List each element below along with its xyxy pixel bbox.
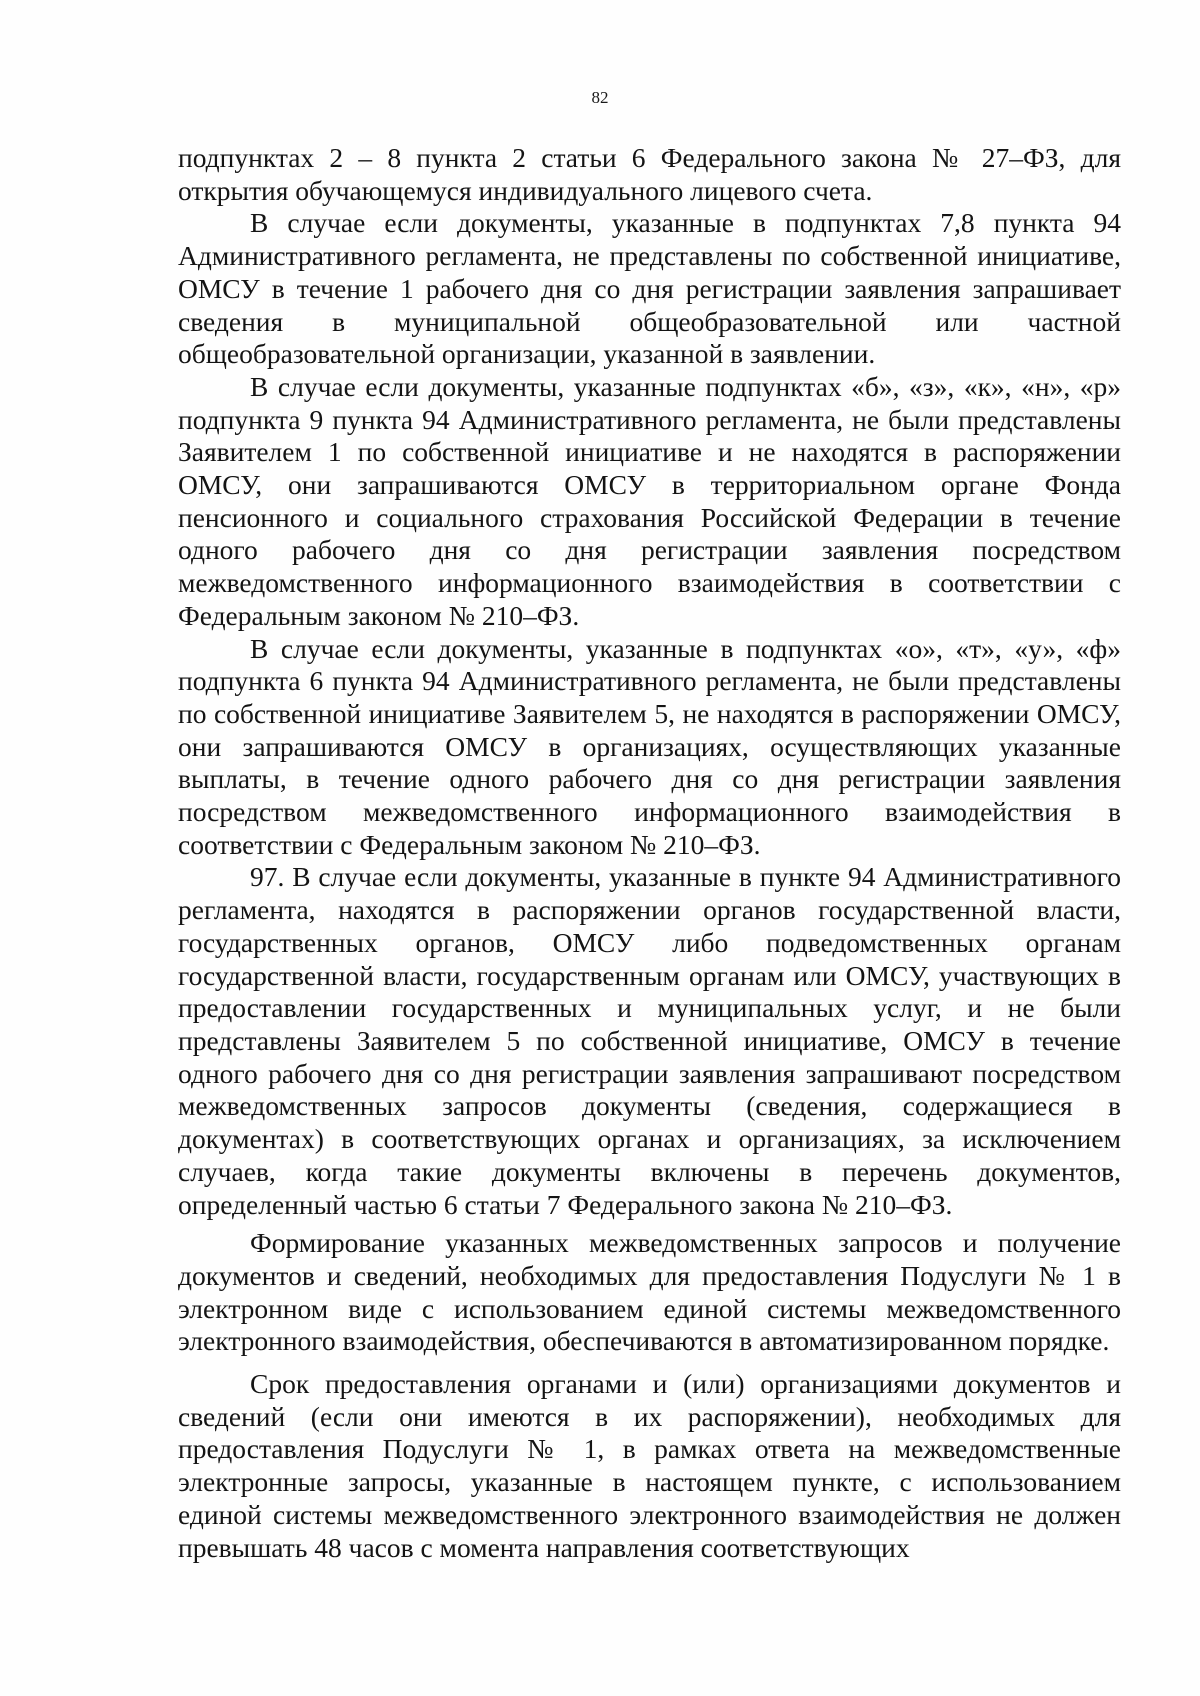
paragraph-pension-fund-request: В случае если документы, указанные подпунктах «б», «з», «к», «н», «р» подпункта 9 пункта 94 Административного регламента, не были представлены Заявителем 1 по собственной инициативе и не находятся в распоряжении ОМСУ, они запрашиваются ОМСУ в территориальном органе Фонда пенсионного и социального страхования Российской Федерации в течение одного рабочего дня со дня регистрации заявления посредством межведомственного информационного взаимодействия в соответствии с Федеральным законом № 210–ФЗ.: [178, 370, 1121, 631]
paragraph-response-deadline: Срок предоставления органами и (или) организациями документов и сведений (если они имеются в их распоряжении), необходимых для предоставления Подуслуги № 1, в рамках ответа на межведомственные электронные запросы, указанные в настоящем пункте, с использованием единой системы межведомственного электронного взаимодействия не должен превышать 48 часов с момента направления соответствующих: [178, 1368, 1121, 1563]
paragraph-subpoints-7-8: В случае если документы, указанные в подпунктах 7,8 пункта 94 Административного регламента, не представлены по собственной инициативе, ОМСУ в течение 1 рабочего дня со дня регистрации заявления запрашивает сведения в муниципальной общеобразовательной или частной общеобразовательной организации, указанной в заявлении.: [178, 207, 1121, 370]
paragraph-payment-organizations-request: В случае если документы, указанные в подпунктах «о», «т», «у», «ф» подпункта 6 пункта 94 Административного регламента, не были представлены по собственной инициативе Заявителем 5, не находятся в распоряжении ОМСУ, они запрашиваются ОМСУ в организациях, осуществляющих указанные выплаты, в течение одного рабочего дня со дня регистрации заявления посредством межведомственного информационного взаимодействия в соответствии с Федеральным законом № 210–ФЗ.: [178, 632, 1121, 860]
paragraph-request-formation: Формирование указанных межведомственных запросов и получение документов и сведений, необходимых для предоставления Подуслуги № 1 в электронном виде с использованием единой системы межведомственного электронного взаимодействия, обеспечиваются в автоматизированном порядке.: [178, 1227, 1121, 1357]
paragraph-item-97: 97. В случае если документы, указанные в пункте 94 Административного регламента, находятся в распоряжении органов государственной власти, государственных органов, ОМСУ либо подведомственных органам государственной власти, государственным органам или ОМСУ, участвующих в предоставлении государственных и муниципальных услуг, и не были представлены Заявителем 5 по собственной инициативе, ОМСУ в течение одного рабочего дня со дня регистрации заявления запрашивают посредством межведомственных запросов документы (сведения, содержащиеся в документах) в соответствующих органах и организациях, за исключением случаев, когда такие документы включены в перечень документов, определенный частью 6 статьи 7 Федерального закона № 210–ФЗ.: [178, 861, 1121, 1220]
paragraph-continuation: подпунктах 2 – 8 пункта 2 статьи 6 Федерального закона № 27–ФЗ, для открытия обучающемуся индивидуального лицевого счета.: [178, 142, 1121, 206]
page-number: 82: [591, 88, 609, 107]
document-body: [178, 142, 1121, 1564]
